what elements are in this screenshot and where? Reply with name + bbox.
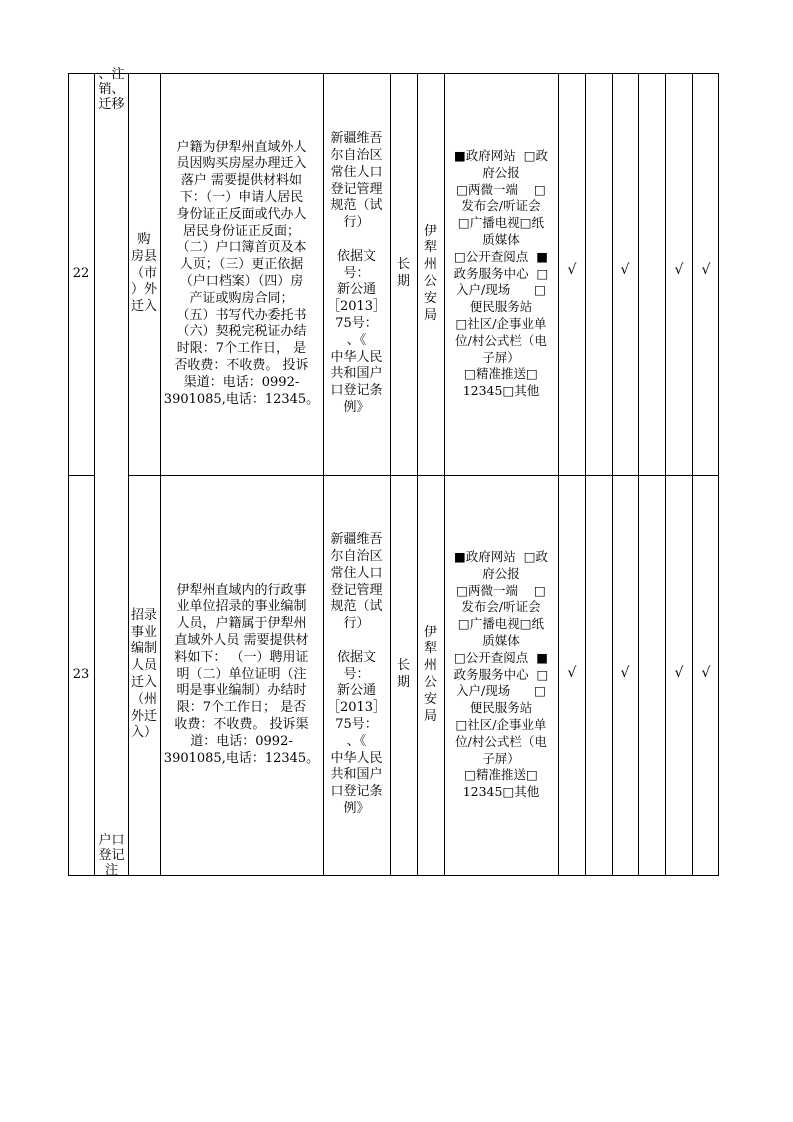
row-22-mark-4: √ bbox=[701, 262, 711, 278]
row-23-agency: 伊 犁 州 公 安 局 bbox=[423, 624, 437, 724]
row-22-basis: 新疆维吾 尔自治区 常住人口 登记管理 规范（试 行） 依据文 号： 新公通 ［2013］ 75号： 、《 中华人民 共和国户 口登记条 例》 bbox=[326, 131, 387, 415]
row-22-agency: 伊 犁 州 公 安 局 bbox=[423, 223, 437, 323]
row-22-seq: 22 bbox=[72, 265, 90, 281]
row-23-category: 户口 登记注 bbox=[98, 833, 125, 875]
row-23-period: 长 期 bbox=[396, 658, 410, 690]
row-22-mark-3: √ bbox=[674, 262, 684, 278]
row-23-channels: ■政府网站 □政 府公报 □两微一端 □ 发布会/听证会 □广播电视□纸 质媒体 □公开查阅点 ■ 政务服务中心 □ 入户/现场 □ 便民服务站 □社区/企事业单 位/村公式栏（电 子屏） □精准推送□ 12345□其他 bbox=[453, 549, 549, 800]
row-22-mark-1: √ bbox=[567, 262, 577, 278]
row-22-channels: ■政府网站 □政 府公报 □两微一端 □ 发布会/听证会 □广播电视□纸 质媒体 □公开查阅点 ■ 政务服务中心 □ 入户/现场 □ 便民服务站 □社区/企事业单 位/村公式栏（电 子屏） □精准推送□ 12345□其他 bbox=[453, 148, 549, 399]
row-23-mark-3: √ bbox=[674, 665, 684, 681]
row-22-period: 长 期 bbox=[396, 257, 410, 289]
row-23-item: 招录 事业 编制 人员 迁入 （州 外迁 入） bbox=[130, 607, 157, 741]
row-23-basis: 新疆维吾 尔自治区 常住人口 登记管理 规范（试 行） 依据文 号： 新公通 ［2013］ 75号： 、《 中华人民 共和国户 口登记条 例》 bbox=[326, 532, 387, 816]
row-23-content: 伊犁州直域内的行政事 业单位招录的事业编制 人员，户籍属于伊犁州 直域外人员 需要提供材 料如下： （一）聘用证 明（二）单位证明（注 明是事业编制）办结时 限：7个工作日； 是否 收费：不收费。 投诉渠 道：电话：0992- 3901085,电话：12345。 bbox=[163, 582, 320, 766]
row-23-seq: 23 bbox=[72, 666, 90, 682]
row-23-mark-1: √ bbox=[567, 665, 577, 681]
row-22-item: 购 房县 （市 ）外 迁入 bbox=[130, 232, 157, 315]
row-22-content: 户籍为伊犁州直域外人 员因购买房屋办理迁入 落户 需要提供材料如 下：（一）申请人居民 身份证正反面或代办人 居民身份证正反面； （二）户口簿首页及本 人页；（三）更正依据 （户口档案）（四）房 产证或购房合同； （五）书写代办委托书 （六）契税完税证办结 时限：7个工作日， 是 否收费：不收费。 投诉 渠道：电话：0992- 3901085,电话：12345。 bbox=[163, 139, 320, 407]
row-22-category: 、注 销、 迁移 bbox=[98, 67, 125, 112]
disclosure-table bbox=[68, 67, 719, 876]
row-22-mark-2: √ bbox=[620, 262, 630, 278]
row-23-mark-4: √ bbox=[701, 665, 711, 681]
row-23-mark-2: √ bbox=[620, 665, 630, 681]
